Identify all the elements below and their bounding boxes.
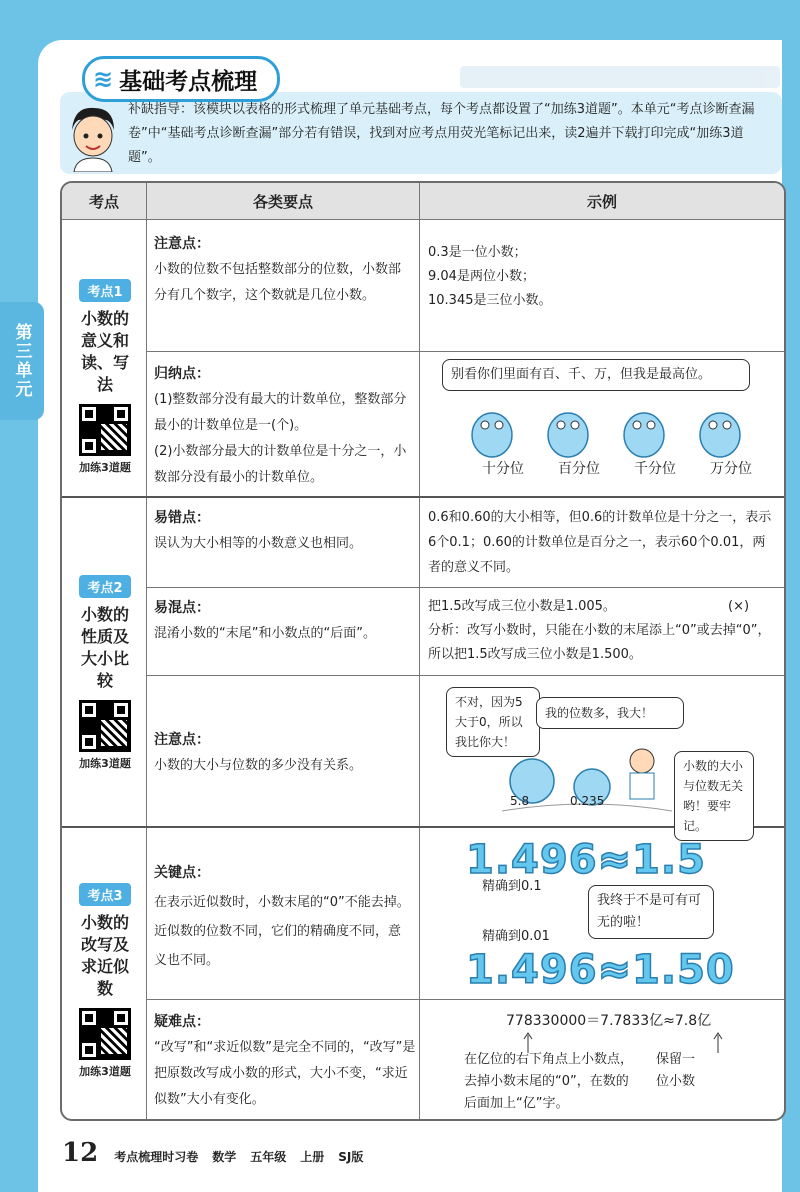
kp2-cell <box>64 575 146 771</box>
section-title: 基础考点梳理 <box>119 68 258 95</box>
kp2-qr-code[interactable] <box>79 700 131 752</box>
footer-item: 上册 <box>300 1150 325 1164</box>
kp1-example1-line: 0.3是一位小数； <box>428 245 527 260</box>
place-label: 十分位 <box>482 461 524 477</box>
row-divider <box>146 587 784 588</box>
unit-side-tab <box>0 302 44 420</box>
kp2-title: 小数的性质及大小比较 <box>80 605 129 690</box>
footer-item: 数学 <box>212 1150 237 1164</box>
row-divider <box>62 219 784 220</box>
guide-text: 补缺指导：该模块以表格的形式梳理了单元基础考点，每个考点都设置了“加练3道题”。本单元“考点诊断查漏卷”中“基础考点诊断查漏”部分若有错误，找到对应考点用荧光笔标记出来，读2遍并下载打印完成“加练3道题”。 <box>128 102 755 165</box>
col-divider <box>419 183 420 1119</box>
boy-avatar <box>62 100 124 172</box>
kp3-point2 <box>154 1009 416 1113</box>
knowledge-table <box>60 181 786 1121</box>
row-divider <box>62 496 784 498</box>
kp3-point2-text: “改写”和“求近似数”是完全不同的，“改写”是把原数改写成小数的形式，大小不变，“求近似数”大小有变化。 <box>154 1040 416 1107</box>
kp1-speech-bubble: 别看你们里面有百、千、万，但我是最高位。 <box>442 359 750 391</box>
kp2-point1-label: 易错点： <box>154 510 210 526</box>
kp2-badge: 考点2 <box>79 575 130 598</box>
unit-side-tab-label: 第三单元 <box>11 323 32 399</box>
header-points: 各类要点 <box>147 183 419 219</box>
kp3-point1-label: 关键点： <box>154 865 210 881</box>
kp2-bubble-middle: 我的位数多，我大！ <box>536 697 684 729</box>
kp2-bubble-right: 小数的大小与位数无关哟！要牢记。 <box>674 751 754 841</box>
kp3-qr-caption: 加练3道题 <box>79 1065 131 1078</box>
kp1-qr-caption: 加练3道题 <box>79 461 131 474</box>
kp2-point1-text: 误认为大小相等的小数意义也相同。 <box>154 536 363 551</box>
kp1-example1 <box>428 241 768 313</box>
section-header <box>82 56 280 102</box>
header-examples: 示例 <box>420 183 784 219</box>
footer-item: SJ版 <box>338 1150 364 1164</box>
wave-icon: ≋ <box>93 65 114 93</box>
footer-item: 考点梳理时习卷 <box>114 1150 199 1164</box>
kp2-bubble-left: 不对，因为5大于0，所以我比你大！ <box>446 687 540 757</box>
kp2-example2-line2: 分析：改写小数时，只能在小数的末尾添上“0”或去掉“0”，所以把1.5改写成三位小数是1.500。 <box>428 623 771 662</box>
kp1-qr-code[interactable] <box>79 404 131 456</box>
header-kaodian: 考点 <box>62 183 146 219</box>
kp1-point1-text: 小数的位数不包括整数部分的位数，小数部分有几个数字，这个数就是几位小数。 <box>154 262 402 303</box>
page-number: 12 <box>62 1138 99 1168</box>
kp2-point3-label: 注意点： <box>154 732 210 748</box>
row-divider <box>146 351 784 352</box>
kp2-point2 <box>154 595 412 647</box>
kp2-point2-text: 混淆小数的“末尾”和小数点的“后面”。 <box>154 626 376 641</box>
kp3-qr-code[interactable] <box>79 1008 131 1060</box>
row-divider <box>146 999 784 1000</box>
kp1-example1-line: 10.345是三位小数。 <box>428 293 552 308</box>
kp1-title: 小数的意义和读、写法 <box>80 309 129 394</box>
kp2-point2-label: 易混点： <box>154 600 210 616</box>
kp1-point2-label: 归纳点： <box>154 366 210 382</box>
kp3-point2-label: 疑难点： <box>154 1014 210 1030</box>
kp2-qr-caption: 加练3道题 <box>79 757 131 770</box>
kp1-point2-text: (2)小数部分最大的计数单位是十分之一，小数部分没有最小的计数单位。 <box>154 444 407 485</box>
col-divider <box>146 183 147 1119</box>
kp2-point1 <box>154 505 412 557</box>
footer-item: 五年级 <box>250 1150 287 1164</box>
place-label: 百分位 <box>558 461 600 477</box>
kp2-point3-text: 小数的大小与位数的多少没有关系。 <box>154 758 363 773</box>
row-divider <box>146 675 784 676</box>
approx-big-text-1: 1.496≈1.5 <box>466 837 706 883</box>
zero-speech-bubble: 我终于不是可有可无的啦！ <box>588 885 714 939</box>
place-label: 万分位 <box>710 461 752 477</box>
kp3-point1-text: 在表示近似数时，小数末尾的“0”不能去掉。近似数的位数不同，它们的精确度不同，意义也不同。 <box>154 895 410 968</box>
kp2-example1: 0.6和0.60的大小相等，但0.6的计数单位是十分之一，表示6个0.1；0.60的计数单位是百分之一，表示60个0.01，两者的意义不同。 <box>428 510 772 575</box>
precision-caption-1: 精确到0.1 <box>482 879 542 894</box>
conversion-note-1: 在亿位的右下角点上小数点，去掉小数末尾的“0”，在数的后面加上“亿”字。 <box>464 1052 634 1111</box>
kp1-point1 <box>154 231 412 309</box>
monster-number: 5.8 <box>510 794 530 808</box>
approx-big-text-2: 1.496≈1.50 <box>466 947 735 993</box>
page-footer <box>62 1138 377 1168</box>
kp1-cell <box>64 279 146 475</box>
kp2-point3 <box>154 727 412 779</box>
place-value-monsters <box>460 403 760 461</box>
kp2-example2-mark: (×) <box>728 599 750 614</box>
kp2-example2-line1: 把1.5改写成三位小数是1.005。 <box>428 599 616 614</box>
kp1-point1-label: 注意点： <box>154 236 210 252</box>
kp1-badge: 考点1 <box>79 279 130 302</box>
monster-number: 0.235 <box>570 794 605 808</box>
conversion-formula: 778330000＝7.7833亿≈7.8亿 <box>506 1013 712 1029</box>
kp3-badge: 考点3 <box>79 883 130 906</box>
kp1-example1-line: 9.04是两位小数； <box>428 269 535 284</box>
conversion-note-2: 保留一位小数 <box>656 1052 696 1089</box>
place-label: 千分位 <box>634 461 676 477</box>
kp3-cell <box>64 883 146 1079</box>
kp1-point2-text: (1)整数部分没有最大的计数单位，整数部分最小的计数单位是一(个)。 <box>154 392 407 433</box>
kp1-point2 <box>154 361 412 491</box>
precision-caption-2: 精确到0.01 <box>482 929 550 944</box>
kp3-title: 小数的改写及求近似数 <box>80 913 129 998</box>
kp3-point1 <box>154 859 412 975</box>
